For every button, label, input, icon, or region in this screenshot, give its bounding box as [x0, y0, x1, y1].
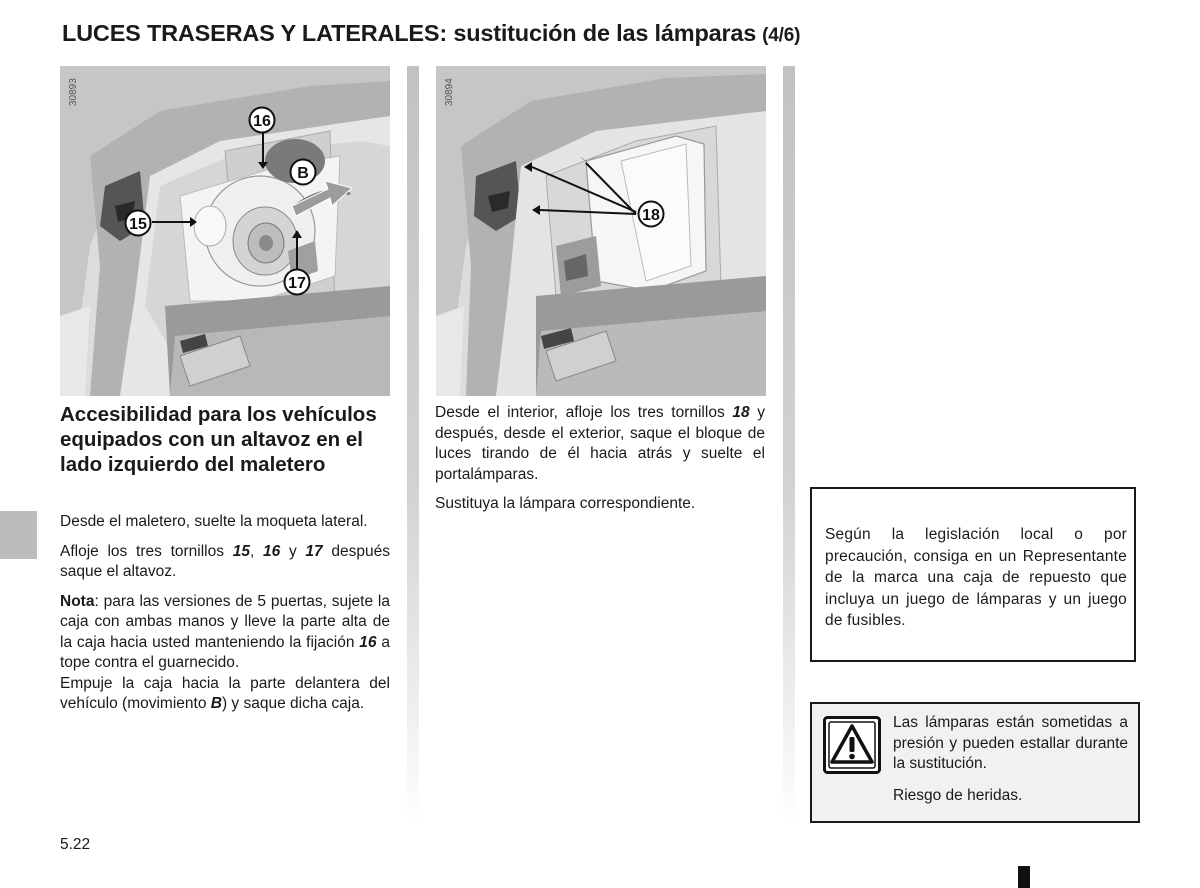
svg-text:15: 15 [129, 216, 147, 233]
svg-text:B: B [297, 165, 309, 182]
page-edge-marker [1018, 866, 1030, 888]
column-divider-right [783, 66, 795, 826]
left-column-text [60, 512, 390, 724]
paragraph-empuje: Empuje la caja hacia la parte delantera del vehículo (movimiento B) y saque dicha caja. [60, 674, 390, 712]
page-number: 5.22 [60, 836, 91, 853]
title-text: LUCES TRASERAS Y LATERALES: sustitución de las lámparas [62, 20, 757, 46]
figure-light-block-removal [436, 66, 766, 396]
figure-trunk-illustration [436, 66, 766, 396]
figure-code: 30893 [68, 78, 79, 106]
page-title [62, 20, 800, 47]
paragraph-moqueta: Desde el maletero, suelte la moqueta lateral. [60, 513, 368, 530]
warning-box [810, 702, 1140, 823]
paragraph-tornillos: Afloje los tres tornillos 15, 16 y 17 después saque el altavoz. [60, 542, 390, 580]
callout-16 [248, 106, 276, 134]
warning-triangle-icon [823, 716, 881, 774]
callout-18 [637, 200, 665, 228]
callout-15 [124, 209, 152, 237]
title-part: (4/6) [762, 25, 801, 46]
svg-text:16: 16 [253, 113, 271, 130]
column-divider-left [407, 66, 419, 826]
warning-text: Las lámparas están sometidas a presión y pueden estallar durante la sustitución. [893, 714, 1128, 772]
figure-code: 30894 [444, 78, 455, 106]
paragraph-nota: Nota: para las versiones de 5 puertas, sujete la caja con ambas manos y lleve la parte alta de la caja hacia usted manteniendo la fijación 16 a tope contra el guarnecido. [60, 592, 390, 671]
note-text: Según la legislación local o por precaución, consiga en un Representante de la marca una caja de repuesto que incluya un juego de lámparas y un juego de fusibles. [825, 526, 1127, 629]
figure-speaker-removal [60, 66, 390, 396]
svg-text:18: 18 [642, 207, 660, 224]
svg-text:17: 17 [288, 275, 306, 292]
warning-text-block [893, 713, 1128, 817]
paragraph-interior: Desde el interior, afloje los tres tornillos 18 y después, desde el exterior, saque el bloque de luces tirando de él hacia atrás y suelte el portalámparas. [435, 404, 765, 483]
section-tab [0, 511, 37, 559]
callout-17 [283, 268, 311, 296]
note-box [810, 487, 1136, 662]
warning-risk: Riesgo de heridas. [893, 786, 1023, 804]
paragraph-sustituya: Sustituya la lámpara correspondiente. [435, 495, 696, 512]
figure-speaker-illustration [60, 66, 390, 396]
section-heading: Accesibilidad para los vehículos equipados con un altavoz en el lado izquierdo del maletero [60, 403, 377, 476]
callout-B [289, 158, 317, 186]
middle-column-text [435, 403, 765, 524]
